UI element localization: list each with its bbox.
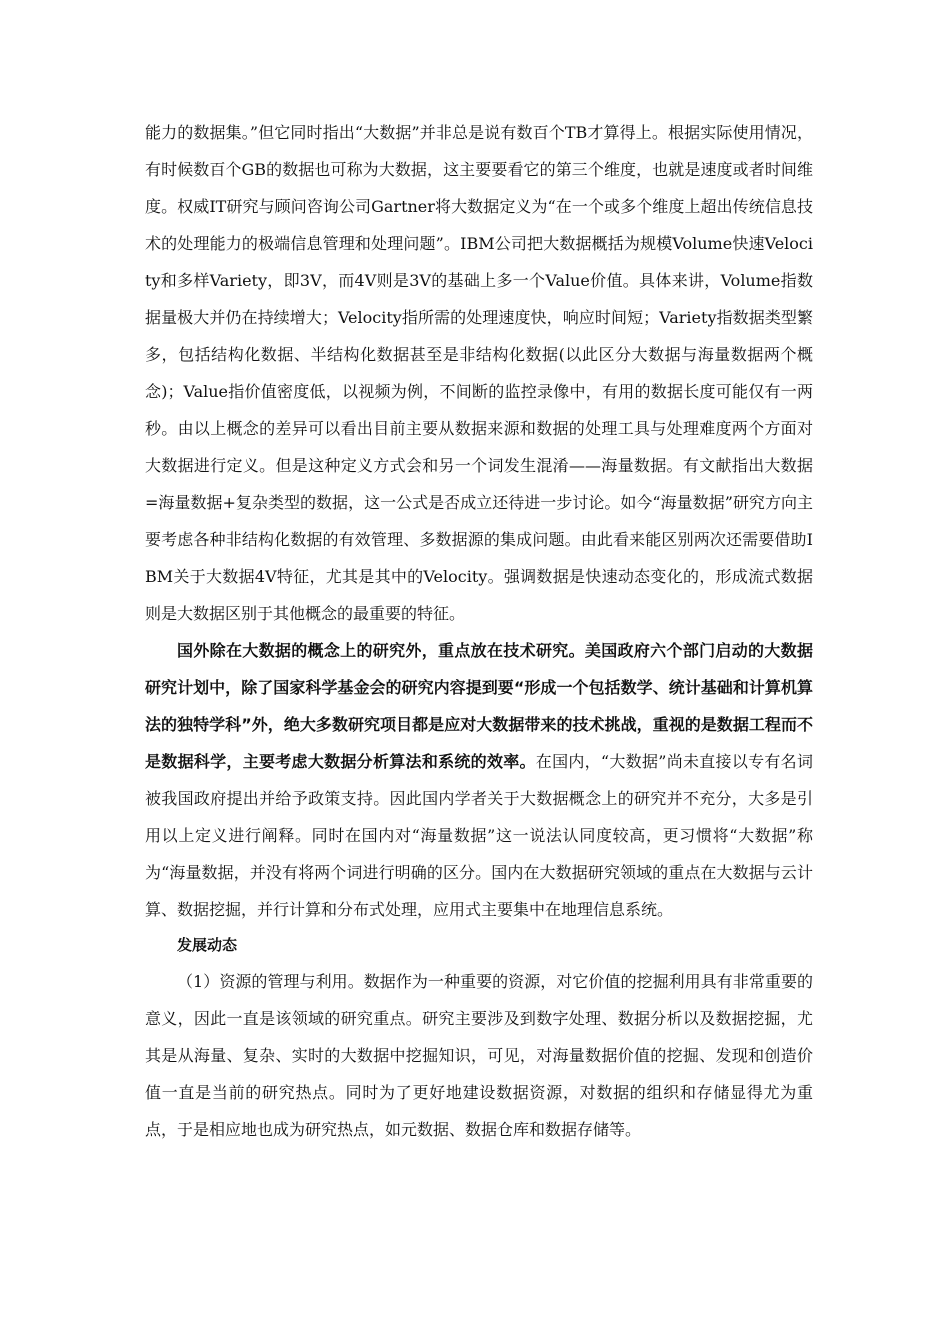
- paragraph-text-domestic: 在国内，“大数据”尚未直接以专有名词被我国政府提出并给予政策支持。因此国内学者关于大数据概念上的研究并不充分，大多是引用以上定义进行阐释。同时在国内对“海量数据”这一说法认同度较高，更习惯将“大数据”称为“海量数据，并没有将两个词进行明确的区分。国内在大数据研究领域的重点在大数据与云计算、数据挖掘，并行计算和分布式处理，应用式主要集中在地理信息系统。: [145, 752, 813, 919]
- paragraph-research-status: [145, 632, 813, 928]
- paragraph-text-bold: 国外除在大数据的概念上的研究外，重点放在技术研究。美国政府六个部门启动的大数据研究计划中，除了国家科学基金会的研究内容提到要“形成一个包括数学、统计基础和计算机算法的独特学科”外，绝大多数研究项目都是应对大数据带来的技术挑战，重视的是数据工程而不是数据科学，主要考虑大数据分析算法和系统的效率。: [145, 641, 813, 771]
- paragraph-big-data-definition: [145, 114, 813, 632]
- document-page: [145, 114, 813, 1148]
- paragraph-text-serif: 能力的数据集。”但它同时指出“大数据”并非总是说有数百个TB才算得上。根据实际使用情况，有时候数百个GB的数据也可称为大数据，这主要要看它的第三个维度，也就是速度或者时间维度。权威IT研究与顾问咨询公司Gartner将大数据定义为“在一个或多个维度上超出传统信息技术的处理能力的极端信息管理和处理问题”。IBM公司把大数据概括为规模Volume快速Velocity和多样Variety，即3V，而4V则是3V的基础上多一个Value价值。具体来讲，Volume指数据量极大并仍在持续增大；Velocity指所需的处理速度快，响应时间短；Variety指数据类型繁多，包括结构化数据、半结构化数据甚至是非结构化数据(以此区分大数据与海量数据两个概念)；Value指价值密度低，以视频为例，不间断的监控录像中，有用的数据长度可能仅有一两秒。由以上概念的差异可以看出目前主要从数据来源和数据的处理工具与处理难度两个方面对大数据进行定义。但是这种定义方式会和另一个词发生混淆——海量数据。有文献指出大数据=海量数据+复杂类型的数据，这一公式是否成立还待进一步讨论。如今“海量数据”研究方向主要考虑各种非结构化数据的有效管理、多数据源的集成问题。由此看来能区别两次还需要借助IBM关于大数据4V特征，尤其是其中的Velocity。: [145, 123, 813, 586]
- paragraph-text-sans: 强调数据是快速动态变化的，形成流式数据则是大数据区别于其他概念的最重要的特: [145, 567, 813, 623]
- paragraph-resource-management: （1）资源的管理与利用。数据作为一种重要的资源，对它价值的挖掘利用具有非常重要的意义，因此一直是该领域的研究重点。研究主要涉及到数字处理、数据分析以及数据挖掘，尤其是从海量、复杂、实时的大数据中挖掘知识，可见，对海量数据价值的挖掘、发现和创造价值一直是当前的研究热点。同时为了更好地建设数据资源，对数据的组织和存储显得尤为重点，于是相应地也成为研究热点，如元数据、数据仓库和数据存储等。: [145, 972, 813, 1139]
- paragraph-text-end: 征。: [433, 604, 466, 623]
- section-heading: 发展动态: [177, 936, 238, 954]
